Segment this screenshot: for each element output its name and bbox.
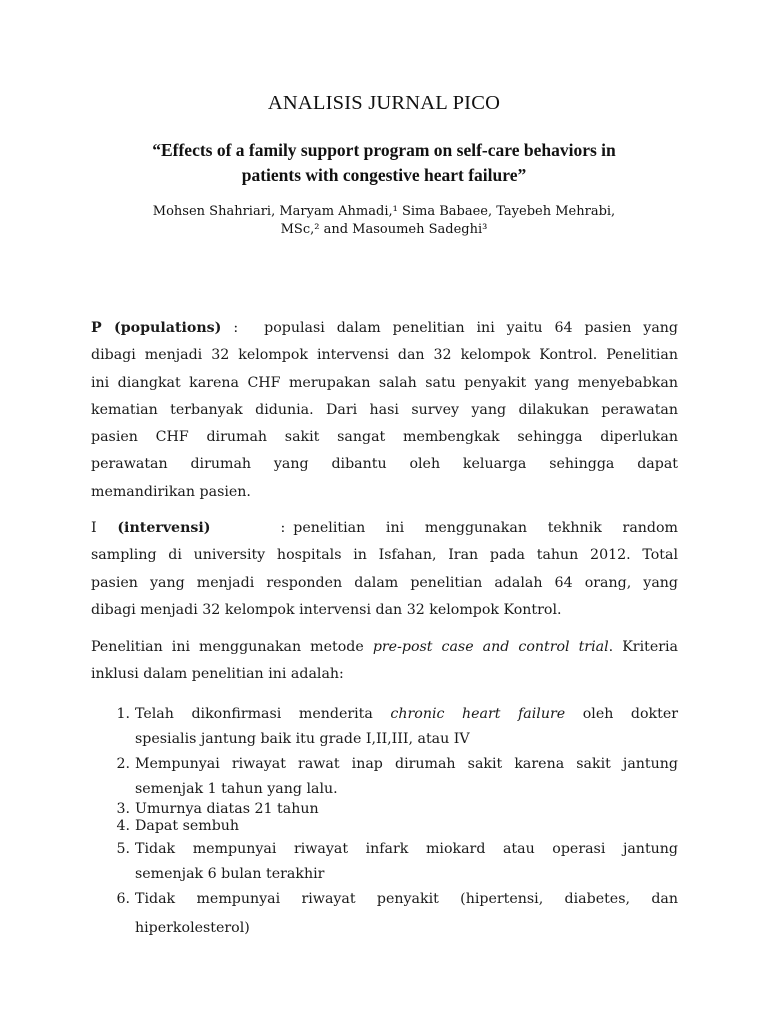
journal-article-title <box>90 138 678 188</box>
intervention-label: (intervensi) <box>117 520 211 536</box>
criteria-line: Tidak mempunyai riwayat penyakit (hipertensi, diabetes, dan <box>135 891 678 907</box>
population-line-2: dibagi menjadi 32 kelompok intervensi dan 32 kelompok Kontrol. Penelitian <box>91 347 678 364</box>
document-title: ANALISIS JURNAL PICO <box>267 92 501 114</box>
criteria-item-2 <box>91 750 678 800</box>
population-text-1: populasi dalam penelitian ini yaitu 64 pasien yang <box>264 320 678 336</box>
population-line-3: ini diangkat karena CHF merupakan salah satu penyakit yang menyebabkan <box>91 374 678 391</box>
criteria-line: spesialis jantung baik itu grade I,II,III, atau IV <box>135 731 470 747</box>
intervention-line-4: dibagi menjadi 32 kelompok intervensi dan 32 kelompok Kontrol. <box>91 601 562 618</box>
criteria-number: 4. <box>116 818 130 834</box>
method-text-before: Penelitian ini menggunakan metode <box>91 639 373 655</box>
criteria-line: Umurnya diatas 21 tahun <box>135 801 319 817</box>
authors-line-2: MSc,² and Masoumeh Sadeghi³ <box>280 222 488 237</box>
criteria-emphasis: chronic heart failure <box>390 706 566 722</box>
criteria-number: 3. <box>116 801 130 817</box>
method-section <box>91 634 678 688</box>
criteria-line: Tidak mempunyai riwayat infark miokard atau operasi jantung <box>135 841 678 857</box>
intervention-line-3: pasien yang menjadi responden dalam penelitian adalah 64 orang, yang <box>91 574 678 591</box>
inclusion-criteria-list <box>91 700 678 943</box>
article-title-line-1: “Effects of a family support program on self-care behaviors in <box>152 140 616 160</box>
population-line-4: kematian terbanyak didunia. Dari hasi survey yang dilakukan perawatan <box>91 401 678 418</box>
criteria-text: Telah dikonfirmasi menderita <box>135 706 391 722</box>
criteria-number: 1. <box>116 706 130 722</box>
criteria-item-1 <box>91 700 678 750</box>
population-label: P (populations) <box>91 320 222 336</box>
criteria-line: Dapat sembuh <box>135 818 240 834</box>
criteria-item-5 <box>91 835 678 885</box>
population-section <box>91 315 678 506</box>
population-line-5: pasien CHF dirumah sakit sangat membengkak sehingga diperlukan <box>91 429 678 446</box>
criteria-line: semenjak 1 tahun yang lalu. <box>135 781 338 797</box>
criteria-item-4 <box>91 818 678 835</box>
criteria-line: semenjak 6 bulan terakhir <box>135 866 325 882</box>
method-text-after: . Kriteria <box>608 639 678 655</box>
criteria-item-6 <box>91 885 678 943</box>
population-separator: : <box>221 320 239 336</box>
authors-line-1: Mohsen Shahriari, Maryam Ahmadi,¹ Sima Babaee, Tayebeh Mehrabi, <box>152 204 616 219</box>
criteria-number: 6. <box>116 891 130 907</box>
population-line-1 <box>91 315 678 342</box>
method-line-1 <box>91 634 678 661</box>
method-line-2: inklusi dalam penelitian ini adalah: <box>91 666 344 682</box>
population-line-7: memandirikan pasien. <box>91 483 251 500</box>
criteria-line: Mempunyai riwayat rawat inap dirumah sakit karena sakit jantung <box>135 756 678 772</box>
population-line-6: perawatan dirumah yang dibantu oleh keluarga sehingga dapat <box>91 456 678 473</box>
author-list <box>90 203 678 239</box>
intervention-separator: : <box>280 520 286 536</box>
intervention-line-1 <box>91 515 678 542</box>
criteria-line <box>135 700 678 728</box>
criteria-number: 5. <box>116 841 130 857</box>
method-design: pre-post case and control trial <box>372 639 609 655</box>
intervention-prefix: I <box>91 520 118 536</box>
criteria-item-3 <box>91 800 678 818</box>
intervention-text-1: penelitian ini menggunakan tekhnik random <box>293 520 678 536</box>
article-title-line-2: patients with congestive heart failure” <box>241 165 527 185</box>
intervention-section <box>91 515 678 624</box>
intervention-line-2: sampling di university hospitals in Isfahan, Iran pada tahun 2012. Total <box>91 547 678 564</box>
criteria-text: oleh dokter <box>565 706 679 722</box>
criteria-line: hiperkolesterol) <box>135 920 250 936</box>
criteria-number: 2. <box>116 756 130 772</box>
